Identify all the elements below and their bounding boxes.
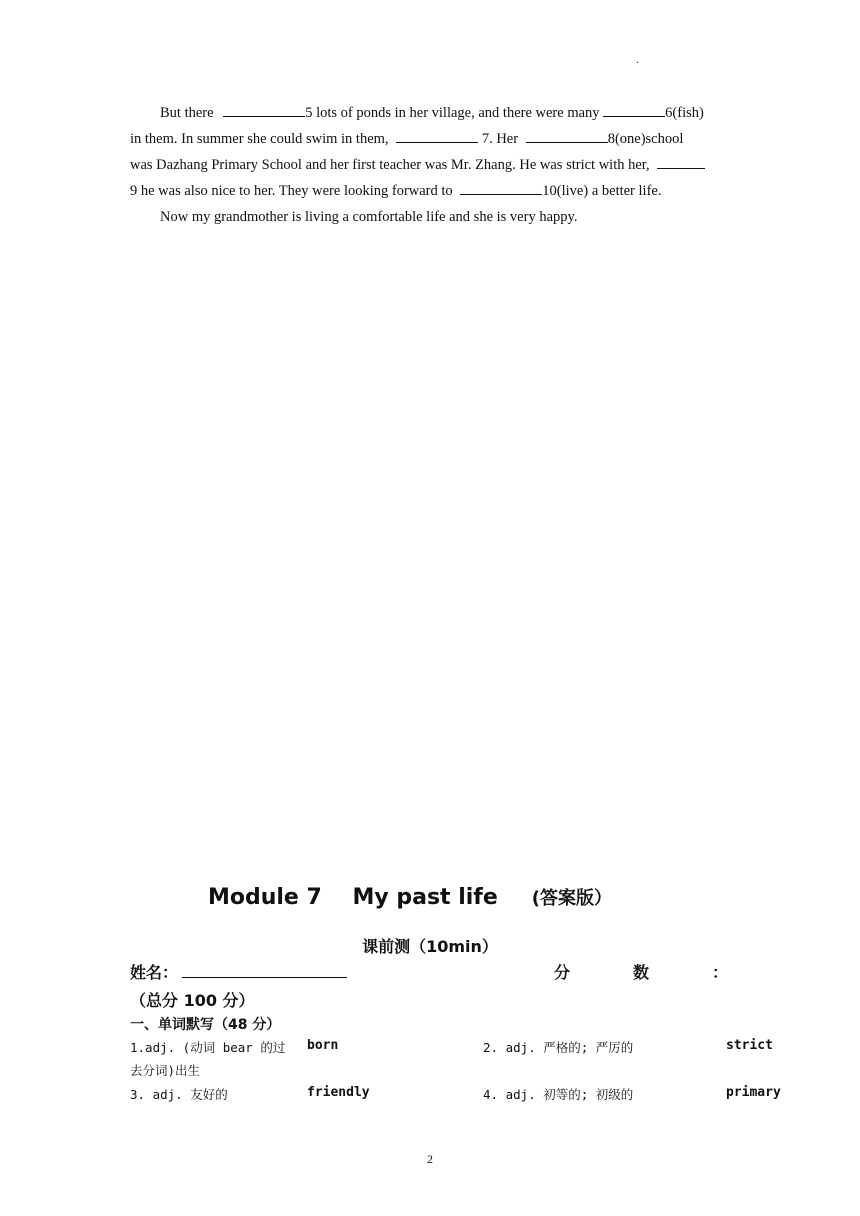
passage-text: 5 lots of ponds in her village, and there were many — [305, 105, 604, 121]
answer-blank-10 — [460, 180, 542, 195]
answer-blank-9 — [657, 154, 705, 169]
passage-text: Now my grandmother is living a comfortable life and she is very happy. — [160, 209, 578, 225]
answer-blank-5 — [223, 102, 305, 117]
name-blank — [182, 977, 347, 978]
page-number: 2 — [427, 1152, 433, 1166]
passage-text: 7. Her — [478, 131, 519, 147]
total-score: （总分 100 分） — [130, 991, 255, 1010]
passage-text: 9 he was also nice to her. They were looking forward to — [130, 183, 453, 199]
module-title — [0, 884, 860, 910]
passage-text: 6(fish) — [665, 105, 704, 121]
header-mark: · — [636, 58, 640, 69]
passage-text: But there — [160, 105, 214, 121]
vocab-answer-2: strict — [726, 1038, 773, 1053]
passage — [130, 100, 740, 230]
score-label-char-1: 分 — [554, 963, 571, 982]
answer-blank-6 — [603, 102, 665, 117]
vocab-answer-4: primary — [726, 1085, 781, 1100]
quiz-subtitle: 课前测（10min） — [362, 937, 498, 956]
name-label: 姓名： — [130, 963, 179, 982]
vocab-question-4: 4. adj. 初等的; 初级的 — [483, 1087, 634, 1102]
passage-text: was Dazhang Primary School and her first teacher was Mr. Zhang. He was strict with her, — [130, 157, 650, 173]
module-title-suffix: (答案版） — [531, 888, 613, 909]
passage-text: 8(one)school — [607, 131, 684, 147]
answer-blank-7-pre — [396, 128, 478, 143]
passage-line-1 — [130, 100, 740, 126]
vocab-answer-1: born — [307, 1038, 339, 1053]
answer-blank-8 — [526, 128, 608, 143]
passage-line-3 — [130, 152, 740, 178]
passage-text: 10(live) a better life. — [542, 183, 662, 199]
vocab-question-1-line-2: 去分词)出生 — [130, 1063, 201, 1078]
vocab-question-1-line-1: 1.adj. (动词 bear 的过 — [130, 1040, 286, 1055]
passage-line-4 — [130, 178, 740, 204]
passage-text: in them. In summer she could swim in them, — [130, 131, 389, 147]
score-label-colon: ： — [712, 963, 729, 982]
passage-line-5 — [130, 204, 740, 230]
vocab-question-3: 3. adj. 友好的 — [130, 1087, 228, 1102]
module-title-main: Module 7 My past life — [207, 885, 498, 910]
passage-line-2 — [130, 126, 740, 152]
vocab-answer-3: friendly — [307, 1085, 370, 1100]
section-heading: 一、单词默写（48 分） — [130, 1017, 281, 1033]
name-score-row — [130, 960, 740, 984]
score-label-char-2: 数 — [633, 963, 650, 982]
vocab-question-2: 2. adj. 严格的; 严厉的 — [483, 1040, 634, 1055]
